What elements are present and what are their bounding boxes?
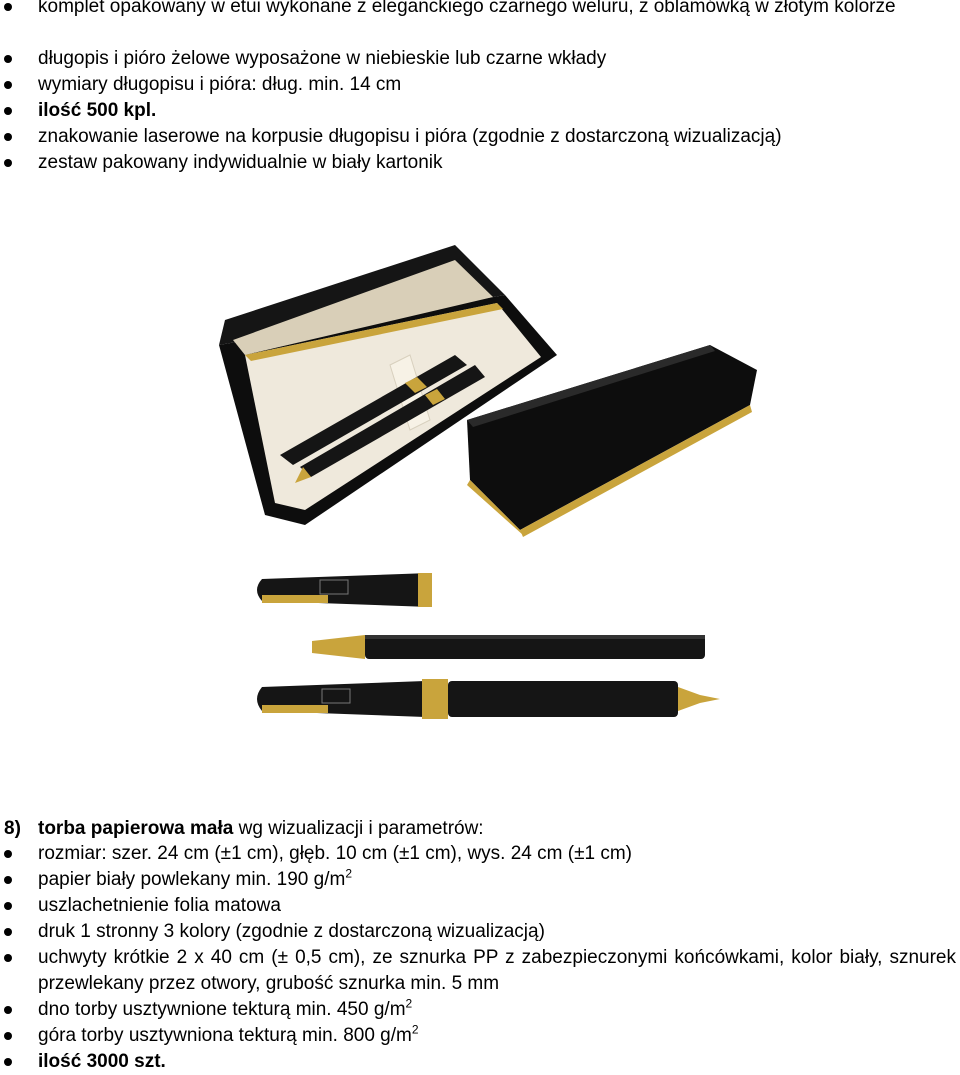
list-item <box>0 945 956 997</box>
bullet-icon <box>4 928 12 936</box>
list-item <box>0 98 956 124</box>
list-item-text: papier biały powlekany min. 190 g/m <box>38 869 346 890</box>
list-item <box>0 1049 956 1075</box>
bag-spec-list <box>0 841 956 1075</box>
bullet-icon <box>4 1058 12 1066</box>
pen-cap <box>257 573 432 607</box>
list-item-text: ilość 500 kpl. <box>38 100 157 121</box>
bullet-icon <box>4 876 12 884</box>
list-item-text: zestaw pakowany indywidualnie w biały kartonik <box>38 152 443 173</box>
pen-body-upper <box>312 635 705 659</box>
list-item-text: dno torby usztywnione tekturą min. 450 g/m <box>38 999 406 1020</box>
pen-lower <box>257 679 720 719</box>
bullet-icon <box>4 159 12 167</box>
list-item <box>0 124 956 150</box>
bullet-icon <box>4 902 12 910</box>
superscript: 2 <box>405 996 413 1011</box>
list-item <box>0 1023 956 1049</box>
list-item-text: góra torby usztywniona tekturą min. 800 g/m <box>38 1025 412 1046</box>
list-item-text: długopis i pióro żelowe wyposażone w niebieskie lub czarne wkłady <box>38 48 607 69</box>
bullet-icon <box>4 133 12 141</box>
bullet-icon <box>4 81 12 89</box>
bullet-icon <box>4 954 12 962</box>
bullet-icon <box>4 55 12 63</box>
bullet-icon <box>4 850 12 858</box>
section-heading <box>4 816 484 842</box>
superscript: 2 <box>411 1022 419 1037</box>
list-item-text: uszlachetnienie folia matowa <box>38 895 281 916</box>
list-item-text: rozmiar: szer. 24 cm (±1 cm), głęb. 10 cm (±1 cm), wys. 24 cm (±1 cm) <box>38 843 632 864</box>
list-item-text: ilość 3000 szt. <box>38 1051 166 1072</box>
section-name: torba papierowa mała <box>38 818 234 839</box>
list-item-text: wymiary długopisu i pióra: dług. min. 14 cm <box>38 74 402 95</box>
bullet-icon <box>4 1032 12 1040</box>
list-item <box>0 893 956 919</box>
list-item <box>0 997 956 1023</box>
pen-case-photo <box>205 205 765 560</box>
product-spec-list <box>0 0 956 176</box>
superscript: 2 <box>345 866 353 881</box>
list-item-text: znakowanie laserowe na korpusie długopisu i pióra (zgodnie z dostarczoną wizualizacją) <box>38 126 782 147</box>
section-number: 8) <box>4 818 21 839</box>
list-item <box>0 919 956 945</box>
bullet-icon <box>4 1006 12 1014</box>
list-item <box>0 72 956 98</box>
list-item-text: uchwyty krótkie 2 x 40 cm (± 0,5 cm), ze sznurka PP z zabezpieczonymi końcówkami, kolor biały, sznurek przewlekany przez otwory, grubość sznurka min. 5 mm <box>38 947 956 994</box>
list-item <box>0 841 956 867</box>
list-item <box>0 0 956 46</box>
section-description: wg wizualizacji i parametrów: <box>233 818 484 839</box>
list-item-text: komplet opakowany w etui wykonane z eleganckiego czarnego weluru, z oblamówką w złotym kolorze <box>38 0 896 17</box>
pens-detail-photo <box>250 565 730 730</box>
list-item <box>0 150 956 176</box>
list-item <box>0 867 956 893</box>
list-item <box>0 46 956 72</box>
list-item-text: druk 1 stronny 3 kolory (zgodnie z dostarczoną wizualizacją) <box>38 921 545 942</box>
bullet-icon <box>4 3 12 11</box>
bullet-icon <box>4 107 12 115</box>
